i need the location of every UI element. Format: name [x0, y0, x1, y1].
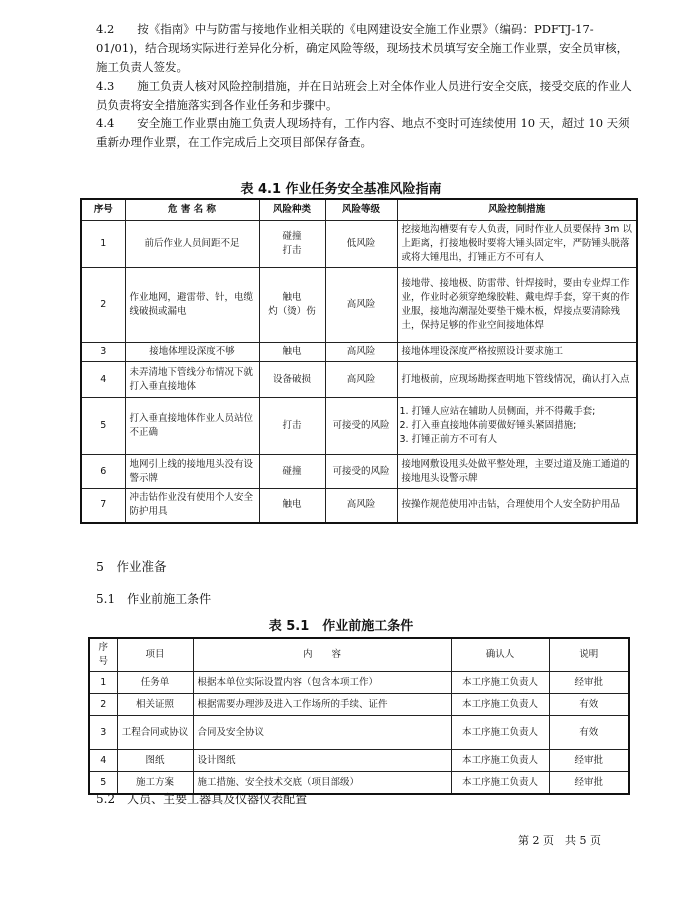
row-no: 1 — [81, 221, 125, 268]
table-row — [81, 221, 637, 268]
page-number: 第 2 页 共 5 页 — [518, 834, 601, 847]
row-measure: 接地带、接地极、防雷带、针焊接时，要由专业焊工作业，作业时必须穿绝缘胶鞋、戴电焊手套，穿干爽的作业服，接地沟潮湿处要垫干燥木板，焊接点要清除残土，保持足够的作业空间接地体焊 — [397, 268, 637, 343]
row-no: 7 — [81, 489, 125, 523]
row-no: 5 — [89, 772, 117, 795]
row-type: 设备破损 — [259, 362, 325, 398]
row-no: 6 — [81, 455, 125, 489]
row-no: 4 — [81, 362, 125, 398]
preconditions-table-header — [89, 638, 629, 672]
header-confirm: 确认人 — [451, 638, 549, 672]
section-5-2-heading: 5.2 人员、主要工器具及仪器仪表配置 — [96, 792, 308, 806]
row-hazard: 地网引上线的接地甩头没有设警示牌 — [125, 455, 259, 489]
row-measure: 接地体埋设深度严格按照设计要求施工 — [397, 343, 637, 362]
row-measure: 按操作规范使用冲击钻，合理使用个人安全防护用品 — [397, 489, 637, 523]
row-confirm: 本工序施工负责人 — [451, 694, 549, 716]
risk-table — [80, 198, 638, 524]
row-item: 任务单 — [117, 672, 193, 694]
row-item: 图纸 — [117, 750, 193, 772]
row-content: 施工措施、安全技术交底（项目部级） — [193, 772, 451, 795]
table-4-1-title: 表 4.1 作业任务安全基准风险指南 — [240, 182, 442, 197]
row-no: 1 — [89, 672, 117, 694]
row-hazard: 前后作业人员间距不足 — [125, 221, 259, 268]
paragraph-4-2: 4.2 按《指南》中与防雷与接地作业相关联的《电网建设安全施工作业票》（编码：PDFTJ-17-01/01)，结合现场实际进行差异化分析，确定风险等级，现场技术员填写安全施工作业票，安全员审核，施工负责人签发。 — [96, 22, 629, 74]
table-row — [81, 489, 637, 523]
row-level: 高风险 — [325, 489, 397, 523]
row-note: 经审批 — [549, 672, 629, 694]
row-hazard: 冲击钻作业没有使用个人安全防护用具 — [125, 489, 259, 523]
row-note: 经审批 — [549, 772, 629, 795]
row-level: 高风险 — [325, 268, 397, 343]
header-type: 风险种类 — [259, 199, 325, 221]
row-type: 碰撞 — [259, 455, 325, 489]
risk-table-header — [81, 199, 637, 221]
row-level: 可接受的风险 — [325, 455, 397, 489]
row-confirm: 本工序施工负责人 — [451, 772, 549, 795]
row-no: 3 — [89, 716, 117, 750]
header-no: 序号 — [89, 638, 117, 672]
row-confirm: 本工序施工负责人 — [451, 672, 549, 694]
header-level: 风险等级 — [325, 199, 397, 221]
row-measure-steps — [397, 398, 637, 455]
row-measure: 接地网敷设甩头处做平整处理，主要过道及施工通道的接地甩头设警示牌 — [397, 455, 637, 489]
row-item: 施工方案 — [117, 772, 193, 795]
table-row — [81, 343, 637, 362]
row-note: 有效 — [549, 716, 629, 750]
table-row — [81, 398, 637, 455]
table-row — [89, 672, 629, 694]
header-hazard: 危 害 名 称 — [125, 199, 259, 221]
row-no: 4 — [89, 750, 117, 772]
header-note: 说明 — [549, 638, 629, 672]
table-row — [81, 362, 637, 398]
row-content: 合同及安全协议 — [193, 716, 451, 750]
row-no: 3 — [81, 343, 125, 362]
table-row — [81, 455, 637, 489]
row-measure: 打地极前，应现场勘探查明地下管线情况，确认打入点 — [397, 362, 637, 398]
section-5-heading: 5 作业准备 — [96, 559, 167, 574]
row-type: 触电 — [259, 489, 325, 523]
measure-step: 3. 打锤正前方不可有人 — [399, 434, 498, 445]
row-level: 高风险 — [325, 343, 397, 362]
row-level: 高风险 — [325, 362, 397, 398]
header-item: 项目 — [117, 638, 193, 672]
row-note: 经审批 — [549, 750, 629, 772]
header-measure: 风险控制措施 — [397, 199, 637, 221]
measure-step: 2. 打入垂直接地体前要做好锤头紧固措施; — [399, 420, 577, 431]
table-row — [89, 694, 629, 716]
row-hazard: 未弄清地下管线分布情况下就打入垂直接地体 — [125, 362, 259, 398]
paragraph-4-4: 4.4 安全施工作业票由施工负责人现场持有，工作内容、地点不变时可连续使用 10 天，超过 10 天须重新办理作业票，在工作完成后上交项目部保存备查。 — [96, 116, 630, 149]
row-level: 可接受的风险 — [325, 398, 397, 455]
row-item: 工程合同或协议 — [117, 716, 193, 750]
row-confirm: 本工序施工负责人 — [451, 716, 549, 750]
header-no: 序号 — [81, 199, 125, 221]
row-note: 有效 — [549, 694, 629, 716]
row-hazard: 接地体埋设深度不够 — [125, 343, 259, 362]
row-level: 低风险 — [325, 221, 397, 268]
measure-step: 1. 打锤人应站在辅助人员侧面，并不得戴手套; — [399, 406, 596, 417]
preconditions-table — [88, 637, 630, 795]
table-row — [81, 268, 637, 343]
row-measure: 挖接地沟槽要有专人负责，同时作业人员要保持 3m 以上距离，打接地极时要将大锤头固定牢，严防锤头脱落或将大锤甩出，打锤正方不可有人 — [397, 221, 637, 268]
row-no: 2 — [81, 268, 125, 343]
row-content: 设计图纸 — [193, 750, 451, 772]
section-5-1-heading: 5.1 作业前施工条件 — [96, 592, 212, 606]
header-content: 内 容 — [193, 638, 451, 672]
row-content: 根据需要办理涉及进入工作场所的手续、证件 — [193, 694, 451, 716]
row-type: 触电 — [259, 343, 325, 362]
row-no: 2 — [89, 694, 117, 716]
row-type: 碰撞 打击 — [259, 221, 325, 268]
row-confirm: 本工序施工负责人 — [451, 750, 549, 772]
row-no: 5 — [81, 398, 125, 455]
table-row — [89, 716, 629, 750]
row-type: 打击 — [259, 398, 325, 455]
row-content: 根据本单位实际设置内容（包含本项工作） — [193, 672, 451, 694]
row-type: 触电 灼（烫）伤 — [259, 268, 325, 343]
row-hazard: 打入垂直接地体作业人员站位不正确 — [125, 398, 259, 455]
paragraph-4-3: 4.3 施工负责人核对风险控制措施，并在日站班会上对全体作业人员进行安全交底，接受交底的作业人员负责将安全措施落实到各作业任务和步骤中。 — [96, 79, 632, 112]
table-5-1-title: 表 5.1 作业前施工条件 — [268, 619, 414, 634]
row-hazard: 作业地网，避雷带、针，电缆线破损或漏电 — [125, 268, 259, 343]
table-row — [89, 750, 629, 772]
row-item: 相关证照 — [117, 694, 193, 716]
